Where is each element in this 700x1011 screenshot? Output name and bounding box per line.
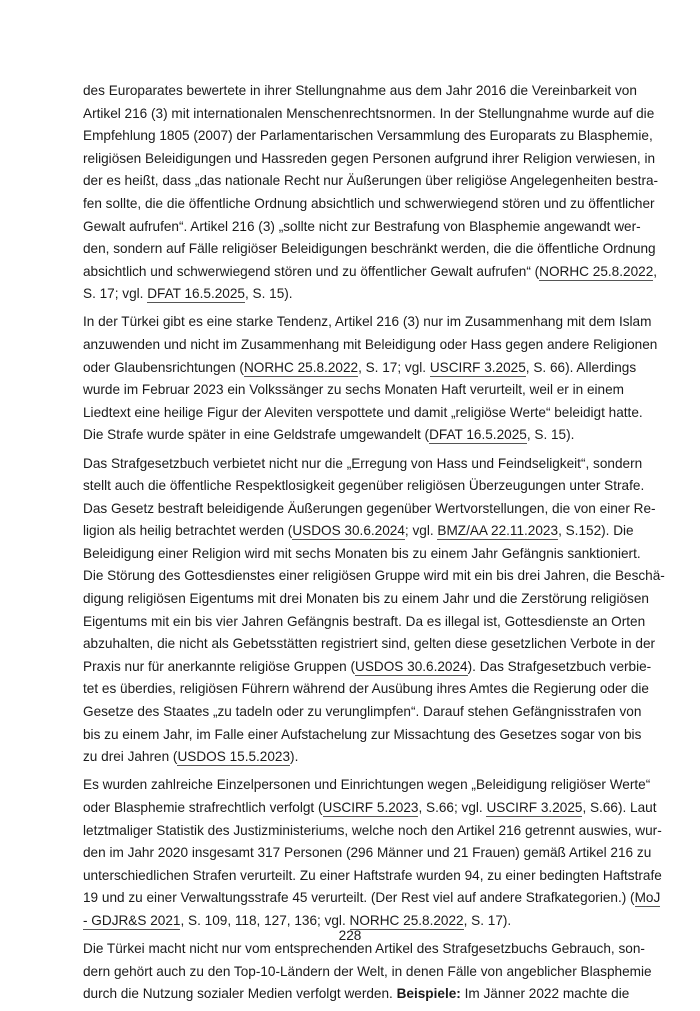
text: digung religiösen Eigentums mit drei Monaten bis zu einem Jahr und die Zerstörung religiösen [83, 591, 649, 607]
text: Empfehlung 1805 (2007) der Parlamentarischen Versammlung des Europarats zu Blasphemie, [83, 128, 653, 144]
citation-link[interactable]: USCIRF 5.2023 [322, 799, 419, 815]
text: , S.66). Laut [582, 799, 657, 815]
text: des Europarates bewertete in ihrer Stellungnahme aus dem Jahr 2016 die Vereinbarkeit von [83, 83, 637, 98]
text: anzuwenden und nicht im Zusammenhang mit Beleidigung oder Hass gegen andere Religionen [83, 337, 658, 353]
text: Es wurden zahlreiche Einzelpersonen und Einrichtungen wegen „Beleidigung religiöser Werte“ [83, 777, 651, 793]
text-line [83, 311, 652, 334]
citation-link[interactable]: NORHC 25.8.2022 [539, 263, 654, 279]
text: bis zu einem Jahr, im Falle einer Aufstachelung zur Missachtung des Gesetzes sogar von bis [83, 726, 642, 742]
text: , S. 66). Allerdings [525, 359, 637, 375]
text-line [83, 402, 643, 425]
text: S. 17; vgl. [83, 286, 148, 302]
text: Die Strafe wurde später in eine Geldstrafe umgewandelt ( [83, 427, 430, 443]
text: , S. 17). [463, 912, 512, 928]
text: absichtlich und schwerwiegend stören und zu öffentlicher Gewalt aufrufen“ ( [83, 263, 540, 279]
text-line [83, 774, 651, 797]
citation-link[interactable]: BMZ/AA 22.11.2023 [437, 523, 559, 539]
text-line [83, 193, 655, 216]
text-line [83, 125, 653, 148]
text-line [83, 148, 656, 171]
text-line [83, 565, 665, 588]
text: unterschiedlichen Strafen verurteilt. Zu einer Haftstrafe wurden 94, zu einer bedingten Haftstrafe [83, 867, 662, 883]
text-line [83, 103, 655, 126]
text: ). Das Strafgesetzbuch verbie- [467, 658, 652, 674]
text-line [83, 334, 658, 357]
citation-link[interactable]: USDOS 30.6.2024 [292, 523, 405, 539]
text-line [83, 820, 662, 843]
text-line [83, 746, 618, 769]
text-line [83, 678, 649, 701]
text-line [83, 865, 662, 888]
paragraph [83, 311, 658, 447]
text: , [653, 263, 658, 279]
text: ). [290, 749, 299, 765]
text: wurde im Februar 2023 ein Volkssänger zu sechs Monaten Haft verurteilt, weil er in einem [83, 382, 624, 398]
citation-link[interactable]: NORHC 25.8.2022 [349, 912, 464, 928]
document-body [83, 80, 665, 1011]
citation-link[interactable]: USDOS 15.5.2023 [177, 749, 291, 765]
text-line [83, 80, 637, 103]
citation-link[interactable]: DFAT 16.5.2025 [429, 427, 527, 443]
text: Im Jänner 2022 machte die [460, 986, 630, 1002]
page-number: 228 [338, 928, 362, 943]
citation-link[interactable]: DFAT 16.5.2025 [147, 286, 245, 302]
text-line [83, 611, 646, 634]
text: durch die Nutzung sozialer Medien verfolgt werden. [83, 986, 397, 1002]
text: abzuhalten, die nicht als Gebetsstätten registriert sind, gelten diese gesetzlichen Verbote in der [83, 636, 656, 652]
text-line [83, 961, 652, 984]
citation-link[interactable]: USCIRF 3.2025 [486, 799, 583, 815]
text-line [83, 424, 618, 447]
text-line [83, 475, 645, 498]
text-line [83, 261, 658, 284]
paragraph [83, 453, 665, 769]
citation-link[interactable]: USDOS 30.6.2024 [355, 658, 468, 674]
text: Liedtext eine heilige Figur der Aleviten verspottete und damit „religiöse Werte“ beleidigt hatte. [83, 404, 643, 420]
text-line [83, 283, 618, 306]
text: ligion als heilig betrachtet werden ( [83, 523, 293, 539]
text-line [83, 724, 642, 747]
paragraph [83, 938, 652, 1006]
bold-text: Beispiele: [396, 986, 461, 1002]
text: tet es überdies, religiösen Führern während der Ausübung ihres Amtes die Regierung oder die [83, 681, 649, 697]
text: Artikel 216 (3) mit internationalen Menschenrechtsnormen. In der Stellungnahme wurde auf die [83, 105, 655, 121]
paragraph [83, 774, 662, 932]
citation-link[interactable]: USCIRF 3.2025 [429, 359, 526, 375]
text: , S.152). Die [558, 523, 634, 539]
text: Die Störung des Gottesdienstes einer religiösen Gruppe wird mit ein bis drei Jahren, die Beschä- [83, 568, 665, 584]
text-line [83, 842, 652, 865]
text: stellt auch die öffentliche Respektlosigkeit gegenüber religiösen Überzeugungen unter Strafe. [83, 478, 645, 494]
text: oder Blasphemie strafrechtlich verfolgt ( [83, 799, 323, 815]
text: zu drei Jahren ( [83, 749, 178, 765]
text-line [83, 379, 624, 402]
text: , S.66; vgl. [418, 799, 487, 815]
text-line [83, 357, 637, 380]
text: religiösen Beleidigungen und Hassreden gegen Personen aufgrund ihrer Religion verwiesen, in [83, 150, 656, 166]
citation-link[interactable]: MoJ [634, 890, 661, 906]
text-line [83, 216, 641, 239]
text-line [83, 701, 642, 724]
text: den, sondern auf Fälle religiöser Beleidigungen beschränkt werden, die die öffentliche Ordnung [83, 241, 656, 257]
text: den im Jahr 2020 insgesamt 317 Personen (296 Männer und 21 Frauen) gemäß Artikel 216 zu [83, 845, 652, 861]
citation-link[interactable]: - GDJR&S 2021 [83, 912, 181, 928]
text: , S. 109, 118, 127, 136; vgl. [180, 912, 350, 928]
text-line [83, 520, 634, 543]
text-line [83, 170, 659, 193]
text: , S. 15). [244, 286, 293, 302]
text-line [83, 453, 643, 476]
text: Die Türkei macht nicht nur vom entsprechenden Artikel des Strafgesetzbuchs Gebrauch, son- [83, 940, 645, 956]
text-line [83, 543, 641, 566]
text: Praxis nur für anerkannte religiöse Gruppen ( [83, 658, 356, 674]
text: letztmaliger Statistik des Justizministeriums, welche noch den Artikel 216 getrennt auswies, wur- [83, 822, 662, 838]
text-line [83, 887, 661, 910]
text: ; vgl. [404, 523, 438, 539]
text: dern gehört auch zu den Top-10-Ländern der Welt, in denen Fälle von angeblicher Blasphemie [83, 963, 652, 979]
text: Beleidigung einer Religion wird mit sechs Monaten bis zu einem Jahr Gefängnis sanktioniert. [83, 545, 641, 561]
text: Das Strafgesetzbuch verbietet nicht nur die „Erregung von Hass und Feindseligkeit“, sondern [83, 455, 643, 471]
text: , S. 15). [526, 427, 575, 443]
text-line [83, 588, 649, 611]
text-line [83, 983, 630, 1006]
text: oder Glaubensrichtungen ( [83, 359, 244, 375]
text-line [83, 498, 656, 521]
text: Gesetze des Staates „zu tadeln oder zu verunglimpfen“. Darauf stehen Gefängnisstrafen von [83, 704, 642, 720]
text-line [83, 633, 656, 656]
paragraph [83, 80, 659, 306]
text-line [83, 238, 656, 261]
text: Das Gesetz bestraft beleidigende Äußerungen gegenüber Wertvorstellungen, die von einer Re- [83, 500, 656, 516]
text-line [83, 656, 652, 679]
text: , S. 17; vgl. [358, 359, 430, 375]
text-line [83, 797, 657, 820]
text: 19 und zu einer Verwaltungsstrafe 45 verurteilt. (Der Rest viel auf andere Strafkategorien.) ( [83, 890, 635, 906]
text: fen sollte, die die öffentliche Ordnung absichtlich und schwerwiegend stören und zu öffentlicher [83, 195, 655, 211]
text: Gewalt aufrufen“. Artikel 216 (3) „sollte nicht zur Bestrafung von Blasphemie angewandt wer- [83, 218, 641, 234]
text: der es heißt, dass „das nationale Recht nur Äußerungen über religiöse Angelegenheiten bestra- [83, 173, 659, 189]
text: In der Türkei gibt es eine starke Tendenz, Artikel 216 (3) nur im Zusammenhang mit dem Islam [83, 314, 652, 330]
text: Eigentums mit ein bis vier Jahren Gefängnis bestraft. Da es illegal ist, Gottesdienste an Orten [83, 613, 646, 629]
citation-link[interactable]: NORHC 25.8.2022 [243, 359, 359, 375]
